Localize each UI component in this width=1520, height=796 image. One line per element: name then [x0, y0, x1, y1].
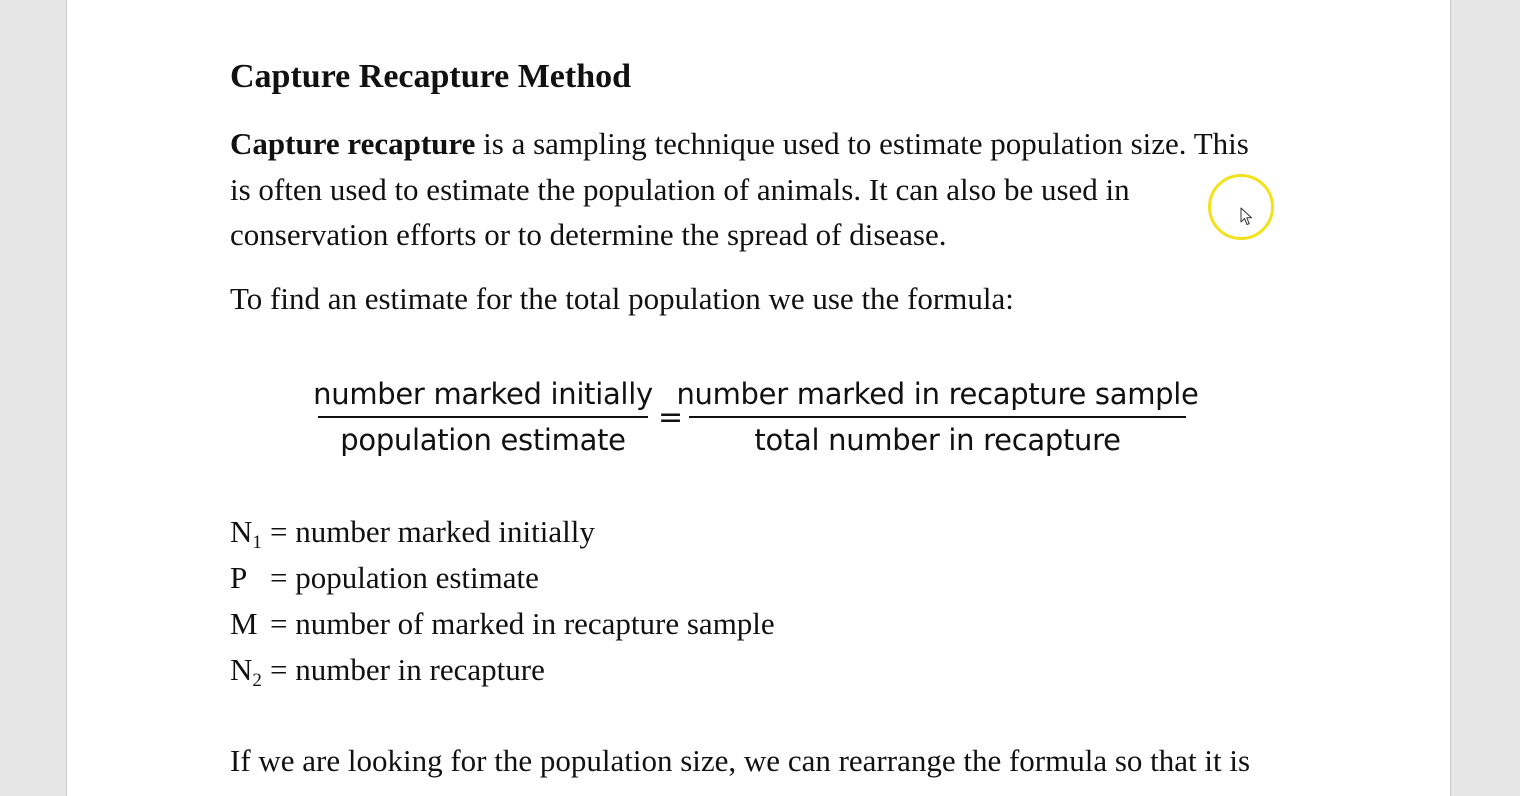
- right-denominator: total number in recapture: [754, 423, 1121, 457]
- mouse-pointer-icon: [1240, 207, 1254, 227]
- definition-item: [230, 647, 775, 693]
- variable-definitions: [230, 509, 775, 693]
- document-page: [66, 0, 1451, 796]
- bold-term: Capture recapture: [230, 126, 476, 161]
- left-denominator: population estimate: [340, 423, 626, 457]
- document-title: Capture Recapture Method: [230, 58, 632, 95]
- formula-intro: To find an estimate for the total population we use the formula:: [230, 281, 1014, 316]
- definition-symbol: M: [230, 606, 258, 641]
- right-numerator: number marked in recapture sample: [676, 377, 1199, 411]
- intro-line-1: [230, 121, 1249, 167]
- definition-text: = population estimate: [270, 560, 539, 595]
- equals-sign: =: [658, 400, 684, 435]
- closing-paragraph: If we are looking for the population size, we can rearrange the formula so that it is: [230, 743, 1251, 778]
- intro-paragraph: [230, 121, 1249, 258]
- intro-line-3: conservation efforts or to determine the spread of disease.: [230, 217, 947, 252]
- definition-text: = number in recapture: [270, 652, 545, 687]
- definition-symbol: P: [230, 560, 248, 595]
- definition-text: = number of marked in recapture sample: [270, 606, 775, 641]
- definition-item: [230, 509, 775, 555]
- left-numerator: number marked initially: [313, 377, 653, 411]
- right-fraction: [676, 372, 1199, 462]
- definition-text: = number marked initially: [270, 514, 595, 549]
- definition-item: [230, 601, 775, 647]
- definition-item: [230, 555, 775, 601]
- intro-line-1-text: is a sampling technique used to estimate population size. This: [475, 126, 1249, 161]
- intro-line-2: is often used to estimate the population of animals. It can also be used in: [230, 171, 1130, 207]
- definition-symbol: $N_2$: [230, 652, 262, 691]
- left-fraction: [313, 372, 653, 462]
- definition-symbol: $N_1$: [230, 514, 262, 553]
